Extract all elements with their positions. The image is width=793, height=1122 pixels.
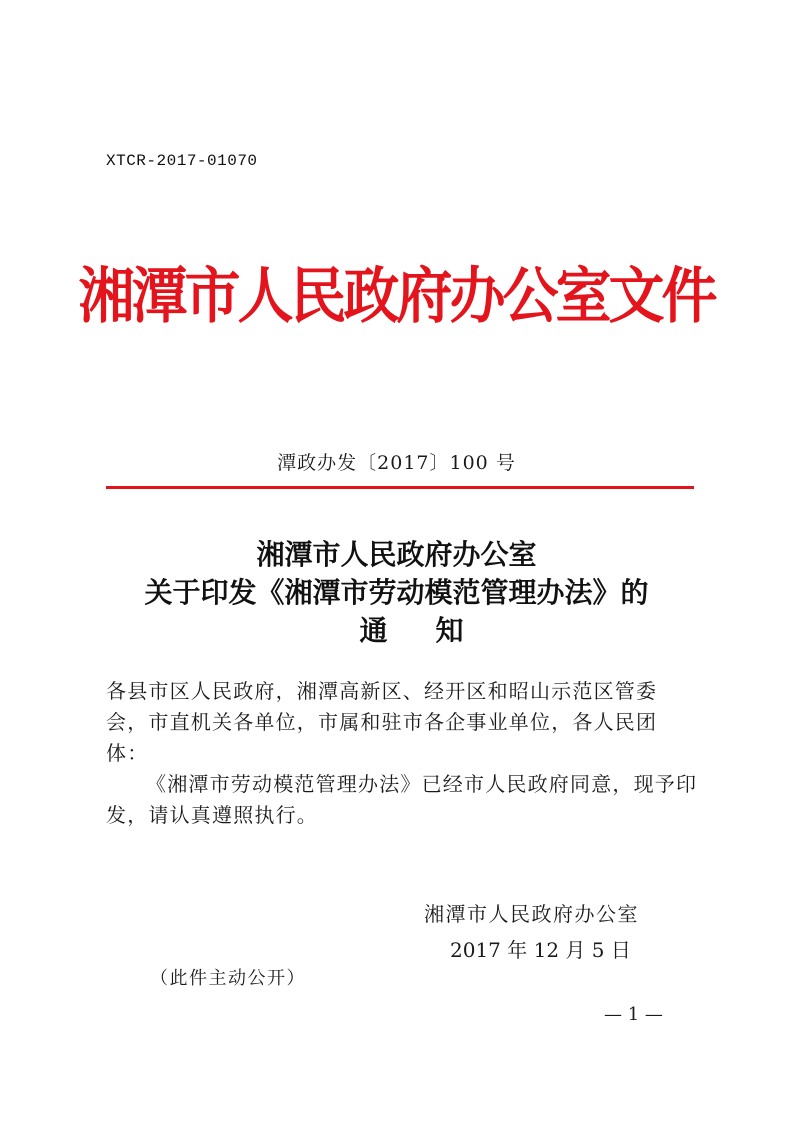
notice-title-line-1: 湘潭市人民政府办公室 (256, 538, 537, 571)
signature-organization: 湘潭市人民政府办公室 (424, 902, 639, 926)
page-number: — 1 — (604, 1004, 663, 1025)
document-number: 潭政办发〔2017〕100 号 (277, 452, 516, 474)
document-id-code: XTCR-2017-01070 (106, 152, 258, 170)
document-masthead: 湘潭市人民政府办公室文件 (78, 260, 715, 332)
body-paragraph: 《湘潭市劳动模范管理办法》已经市人民政府同意，现予印发，请认真遵照执行。 (106, 772, 698, 827)
disclosure-note: （此件主动公开） (150, 968, 306, 989)
notice-title-line-3: 通知 (359, 614, 512, 647)
masthead-red-rule (106, 486, 694, 489)
signature-date: 2017 年 12 月 5 日 (450, 938, 631, 962)
notice-body (106, 676, 698, 831)
recipients-paragraph: 各县市区人民政府，湘潭高新区、经开区和昭山示范区管委会，市直机关各单位，市属和驻市各企事业单位，各人民团体： (106, 679, 658, 765)
notice-title (0, 536, 793, 650)
notice-title-line-2: 关于印发《湘潭市劳动模范管理办法》的 (144, 576, 649, 609)
